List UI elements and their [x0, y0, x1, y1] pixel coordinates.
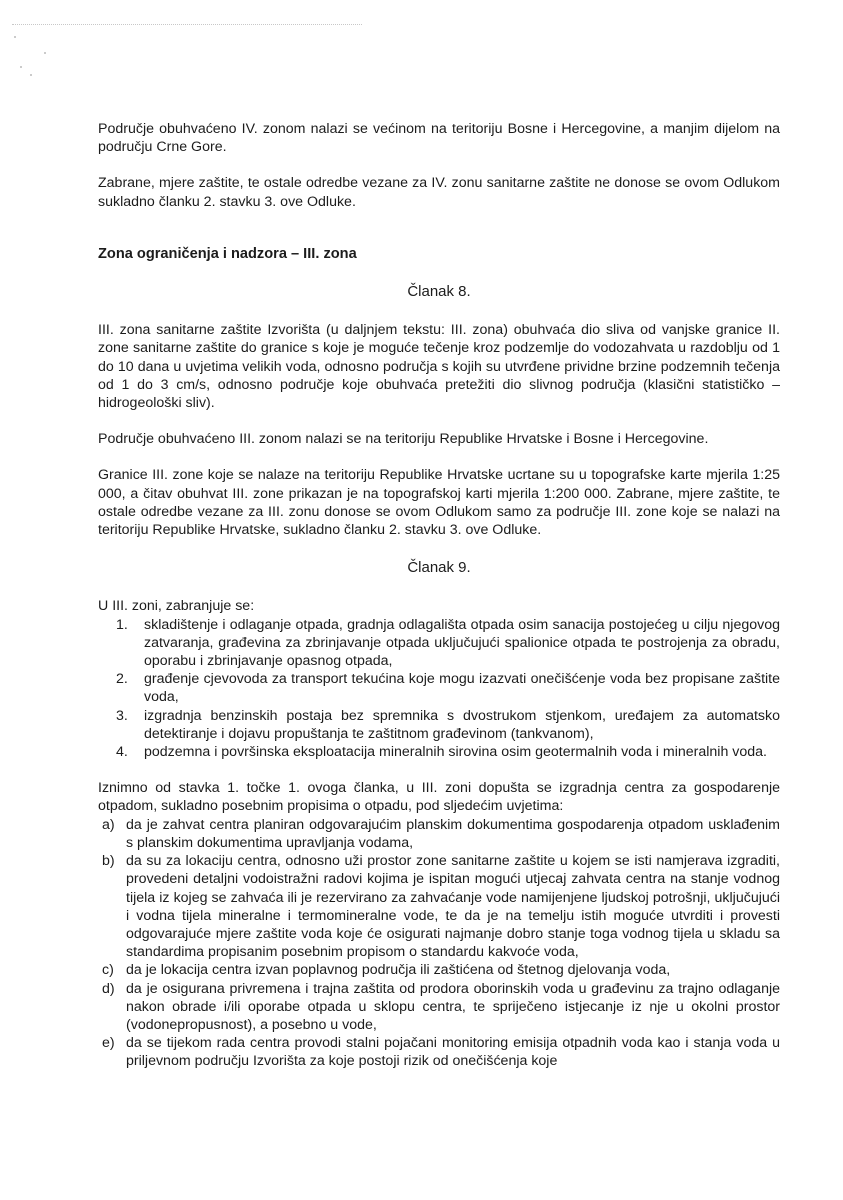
list-item: d) da je osigurana privremena i trajna zaštita od prodora oborinskih voda u građevinu za trajno odlaganje nakon obrade i/ili oporabe otpada u sklopu centra, te spriječeno istjecanje iz nje u okolni prostor (vodonepropusnost), a posebno u vode,	[102, 980, 780, 1033]
list-item: e) da se tijekom rada centra provodi stalni pojačani monitoring emisija otpadnih voda kao i stanja voda u priljevnom području Izvorišta za koje postoji rizik od onečišćenja koje	[102, 1035, 780, 1070]
article-title: Članak 8.	[407, 283, 471, 301]
scan-speck	[14, 36, 16, 38]
list-item: 2. građenje cjevovoda za transport tekućina koje mogu izazvati onečišćenje voda bez propisane zaštite voda,	[116, 671, 780, 706]
article-paragraph: Iznimno od stavka 1. točke 1. ovoga članka, u III. zoni dopušta se izgradnja centra za gospodarenje otpadom, sukladno posebnim propisima o otpadu, pod sljedećim uvjetima:	[98, 780, 780, 815]
document-page	[98, 120, 780, 1071]
article-title: Članak 9.	[407, 559, 471, 577]
conditions-list	[98, 816, 780, 1071]
intro-paragraph: Područje obuhvaćeno IV. zonom nalazi se većinom na teritoriju Bosne i Hercegovine, a manjim dijelom na području Crne Gore.	[98, 121, 780, 156]
article-paragraph: Područje obuhvaćeno III. zonom nalazi se na teritoriju Republike Hrvatske i Bosne i Hercegovine.	[98, 431, 709, 448]
section-heading: Zona ograničenja i nadzora – III. zona	[98, 245, 357, 262]
list-item: 3. izgradnja benzinskih postaja bez spremnika s dvostrukom stjenkom, uređajem za automatsko detektiranje i dojavu propuštanja te zaštitnom građevinom (tankvanom),	[116, 707, 780, 742]
article-paragraph: III. zona sanitarne zaštite Izvorišta (u daljnjem tekstu: III. zona) obuhvaća dio sliva od vanjske granice II. zone sanitarne zaštite do granice s koje je moguće tečenje kroz podzemlje do vodozahvata u razdoblju od 1 do 10 dana u uvjetima velikih voda, odnosno područja s kojih su utvrđene prividne brzine podzemnih tečenja od 1 do 3 cm/s, odnosno područje koje obuhvaća pretežiti dio slivnog područja (klasični statističko – hidrogeološki sliv).	[98, 322, 780, 412]
scan-speck	[20, 66, 22, 68]
list-item: c) da je lokacija centra izvan poplavnog područja ili zaštićena od štetnog djelovanja voda,	[102, 962, 671, 979]
list-item: 1. skladištenje i odlaganje otpada, gradnja odlagališta otpada osim sanacija postojećeg u cilju njegovog zatvaranja, građevina za zbrinjavanje otpada uključujući spalionice otpada te postrojenja za obradu, oporabu i zbrinjavanje opasnog otpada,	[116, 616, 780, 670]
prohibition-list	[98, 616, 780, 762]
scan-artifact-line	[12, 24, 362, 25]
list-item: a) da je zahvat centra planiran odgovarajućim planskim dokumentima gospodarenja otpadom usklađenim s planskim dokumentima upravljanja vodama,	[102, 816, 780, 851]
scan-speck	[44, 52, 46, 54]
article-paragraph: Granice III. zone koje se nalaze na teritoriju Republike Hrvatske ucrtane su u topografske karte mjerila 1:25 000, a čitav obuhvat III. zone prikazan je na topografskoj karti mjerila 1:200 000. Zabrane, mjere zaštite, te ostale odredbe vezane za III. zonu donose se ovom Odlukom samo za područje III. zone koje se nalazi na teritoriju Republike Hrvatske, sukladno članku 2. stavku 3. ove Odluke.	[98, 467, 780, 539]
list-item: 4. podzemna i površinska eksploatacija mineralnih sirovina osim geotermalnih voda i mineralnih voda.	[116, 744, 767, 761]
intro-paragraph: Zabrane, mjere zaštite, te ostale odredbe vezane za IV. zonu sanitarne zaštite ne donose se ovom Odlukom sukladno članku 2. stavku 3. ove Odluke.	[98, 175, 780, 210]
scan-speck	[30, 74, 32, 76]
list-item: b) da su za lokaciju centra, odnosno uži prostor zone sanitarne zaštite u kojem se isti namjerava izgraditi, provedeni detaljni vodoistražni radovi kojima je ispitan mogući utjecaj zahvata centra na stanje vodnog tijela iz kojeg se zahvaća ili je rezervirano za zahvaćanje vode namijenjene ljudskoj potrošnji, uključujući i vodna tijela mineralne i termomineralne vode, te da je na temelju istih moguće utvrditi i provesti odgovarajuće mjere zaštite voda koje će osigurati najmanje dobro stanje toga vodnog tijela u skladu sa standardima propisanim posebnim propisom o standardu kakvoće voda,	[102, 853, 780, 961]
article-paragraph: U III. zoni, zabranjuje se:	[98, 598, 255, 615]
